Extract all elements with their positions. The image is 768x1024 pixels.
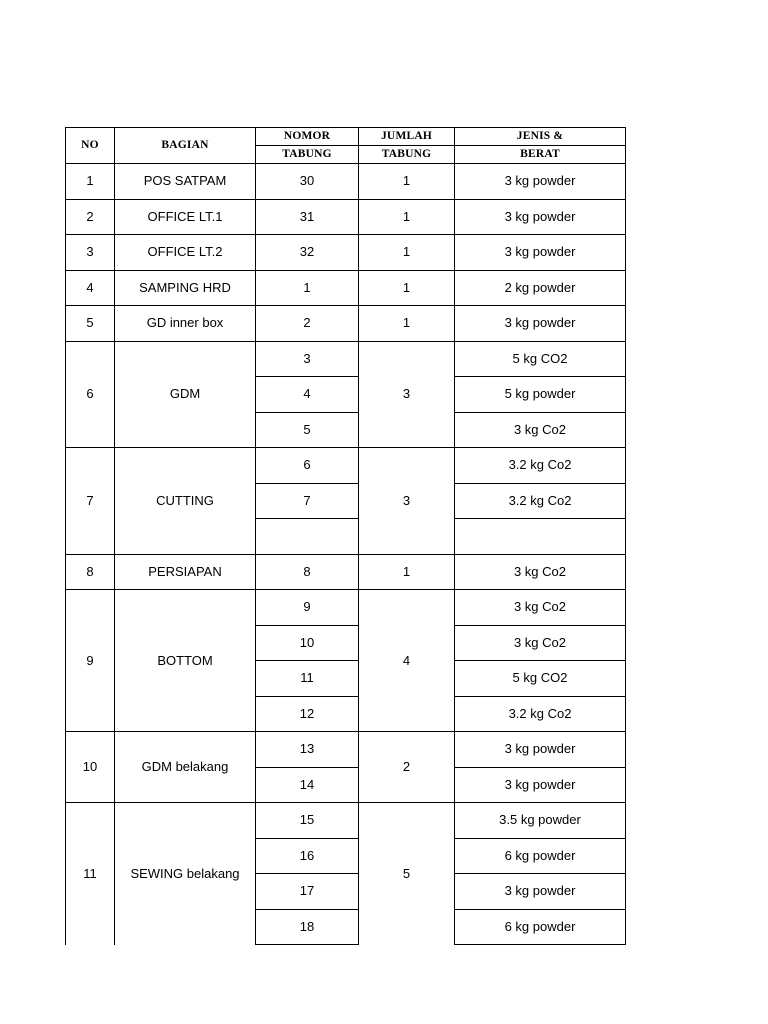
table-row [66,554,626,590]
table-row [66,306,626,342]
cell-nomor-tabung [256,519,359,555]
cell-jenis-berat: 5 kg CO2 [455,661,626,697]
cell-bagian: POS SATPAM [115,164,256,200]
cell-nomor-tabung: 2 [256,306,359,342]
cell-bagian: SEWING belakang [115,803,256,945]
cell-jenis-berat: 3 kg Co2 [455,590,626,626]
header-jenis-bottom: BERAT [455,146,626,164]
cell-bagian: GD inner box [115,306,256,342]
cell-no: 10 [66,732,115,803]
cell-bagian: SAMPING HRD [115,270,256,306]
header-nomor-top: NOMOR [256,128,359,146]
cell-nomor-tabung: 4 [256,377,359,413]
cell-nomor-tabung: 9 [256,590,359,626]
cell-jenis-berat: 6 kg powder [455,838,626,874]
cell-no: 11 [66,803,115,945]
cell-jumlah-tabung: 1 [359,235,455,271]
table-row [66,164,626,200]
cell-nomor-tabung: 32 [256,235,359,271]
header-jenis-top: JENIS & [455,128,626,146]
cell-nomor-tabung: 1 [256,270,359,306]
cell-jenis-berat: 5 kg powder [455,377,626,413]
cell-nomor-tabung: 15 [256,803,359,839]
table-body [66,164,626,945]
cell-bagian: GDM belakang [115,732,256,803]
cell-jenis-berat: 3.5 kg powder [455,803,626,839]
cell-bagian: CUTTING [115,448,256,555]
table-row [66,235,626,271]
cell-jenis-berat [455,519,626,555]
cell-nomor-tabung: 6 [256,448,359,484]
cell-no: 9 [66,590,115,732]
cell-bagian: BOTTOM [115,590,256,732]
cell-no: 3 [66,235,115,271]
cell-bagian: GDM [115,341,256,448]
cell-nomor-tabung: 12 [256,696,359,732]
cell-bagian: PERSIAPAN [115,554,256,590]
table-row [66,732,626,768]
table-header [66,128,626,164]
header-no: NO [66,128,115,164]
cell-nomor-tabung: 3 [256,341,359,377]
cell-jenis-berat: 6 kg powder [455,909,626,945]
cell-nomor-tabung: 17 [256,874,359,910]
cell-nomor-tabung: 18 [256,909,359,945]
cell-jenis-berat: 3 kg powder [455,235,626,271]
cell-jumlah-tabung: 1 [359,270,455,306]
cell-jenis-berat: 3 kg powder [455,199,626,235]
cell-nomor-tabung: 8 [256,554,359,590]
cell-jumlah-tabung: 3 [359,341,455,448]
cell-jumlah-tabung: 2 [359,732,455,803]
cell-nomor-tabung: 31 [256,199,359,235]
cell-no: 2 [66,199,115,235]
cell-nomor-tabung: 16 [256,838,359,874]
table-row [66,270,626,306]
cell-jenis-berat: 3 kg powder [455,306,626,342]
cell-jenis-berat: 3 kg powder [455,874,626,910]
cell-jenis-berat: 3 kg powder [455,164,626,200]
cell-jumlah-tabung: 3 [359,448,455,555]
cell-no: 8 [66,554,115,590]
cell-jenis-berat: 3.2 kg Co2 [455,696,626,732]
cell-nomor-tabung: 7 [256,483,359,519]
cell-nomor-tabung: 10 [256,625,359,661]
header-jumlah-bottom: TABUNG [359,146,455,164]
table-row [66,199,626,235]
cell-nomor-tabung: 11 [256,661,359,697]
cell-jenis-berat: 3 kg Co2 [455,554,626,590]
cell-jenis-berat: 3 kg powder [455,732,626,768]
cell-jenis-berat: 3.2 kg Co2 [455,483,626,519]
fire-extinguisher-table [65,127,626,945]
cell-jenis-berat: 3 kg powder [455,767,626,803]
cell-no: 1 [66,164,115,200]
table-row [66,803,626,839]
cell-jenis-berat: 2 kg powder [455,270,626,306]
cell-jenis-berat: 3.2 kg Co2 [455,448,626,484]
cell-nomor-tabung: 5 [256,412,359,448]
cell-jumlah-tabung: 1 [359,199,455,235]
cell-jenis-berat: 5 kg CO2 [455,341,626,377]
table-row [66,590,626,626]
table-row [66,448,626,484]
header-jumlah-top: JUMLAH [359,128,455,146]
table-row [66,341,626,377]
cell-nomor-tabung: 30 [256,164,359,200]
cell-jumlah-tabung: 1 [359,554,455,590]
cell-bagian: OFFICE LT.1 [115,199,256,235]
cell-no: 5 [66,306,115,342]
cell-jumlah-tabung: 4 [359,590,455,732]
cell-nomor-tabung: 14 [256,767,359,803]
header-bagian: BAGIAN [115,128,256,164]
cell-nomor-tabung: 13 [256,732,359,768]
cell-no: 4 [66,270,115,306]
cell-jumlah-tabung: 1 [359,164,455,200]
cell-jenis-berat: 3 kg Co2 [455,412,626,448]
header-nomor-bottom: TABUNG [256,146,359,164]
cell-no: 6 [66,341,115,448]
cell-jenis-berat: 3 kg Co2 [455,625,626,661]
cell-no: 7 [66,448,115,555]
cell-jumlah-tabung: 1 [359,306,455,342]
cell-bagian: OFFICE LT.2 [115,235,256,271]
cell-jumlah-tabung: 5 [359,803,455,945]
